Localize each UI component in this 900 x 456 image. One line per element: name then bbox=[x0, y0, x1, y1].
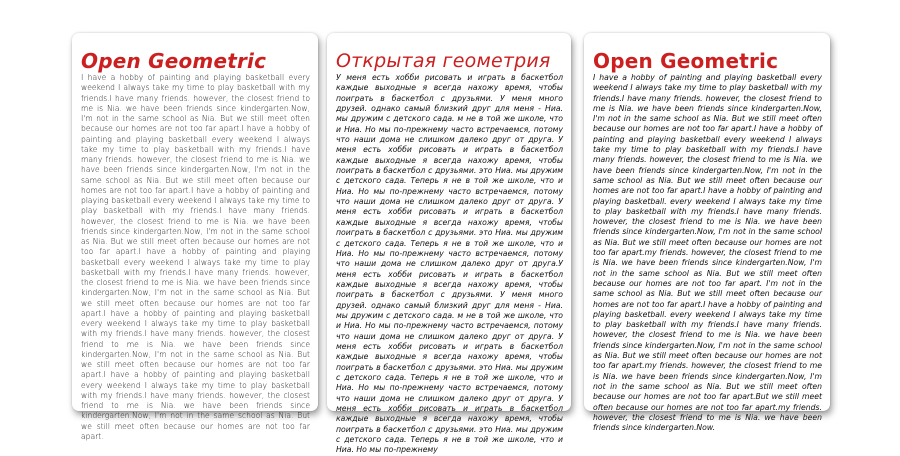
card-title: Open Geometric bbox=[81, 49, 267, 73]
sample-paragraph: I have a hobby of painting and playing basketball every weekend I always take my time to play basketball with my friends.I have many friends. however, the closest friend to me is Nia. we have been friends since kindergarten.Now, I'm not in the same school as Nia. But we still meet often because our homes are not too far apart.I have a hobby of painting and playing basketball every weekend I always take my time to play basketball with my friends.I have many friends. however, the closest friend to me is Nia. we have been friends since kindergarten.Now, I'm not in the same school as Nia. But we still meet often because our homes are not too far apart.I have a hobby of painting and playing basketball every weekend I always take my time to play basketball with my friends.I have many friends. however, the closest friend to me is Nia. we have been friends since kindergarten.Now, I'm not in the same school as Nia. But we still meet often because our homes are not too far apart.I have a hobby of painting and playing basketball every weekend I always take my time to play basketball with my friends.I have many friends. however, the closest friend to me is Nia. we have been friends since kindergarten.Now, I'm not in the same school as Nia. But we still meet often because our homes are not too far apart.I have a hobby of painting and playing basketball every weekend I always take my time to play basketball with my friends.I have many friends. however, the closest friend to me is Nia. we have been friends since kindergarten.Now, I'm not in the same school as Nia. But we still meet often because our homes are not too far apart.I have a hobby of painting and playing basketball every weekend I always take my time to play basketball with my friends.I have many friends. however, the closest friend to me is Nia. we have been friends since kindergarten.Now, I'm not in the same school as Nia. But we still meet often because our homes are not too far apart. bbox=[81, 73, 310, 441]
card-title: Open Geometric bbox=[593, 49, 779, 73]
font-sample-card-1 bbox=[72, 33, 318, 441]
card-title: Открытая геометрия bbox=[336, 50, 551, 72]
sample-paragraph: У меня есть хобби рисовать и играть в баскетбол каждые выходные я всегда нахожу время, чтобы поиграть в баскетбол с друзьями. У меня много друзей. однако самый близкий друг для меня - Ниа. мы дружим с детского сада. м не в той же школе, что и Ниа. Но мы по-прежнему часто встречаемся, потому что наши дома не слишком далеко друг от друга. У меня есть хобби рисовать и играть в баскетбол каждые выходные я всегда нахожу время, чтобы поиграть в баскетбол с друзьями. это Ниа. мы дружим с детского сада. Теперь я не в той же школе, что и Ниа. Но мы по-прежнему часто встречаемся, потому что наши дома не слишком далеко друг от друга. У меня есть хобби рисовать и играть в баскетбол каждые выходные я всегда нахожу время, чтобы поиграть в баскетбол с друзьями. это Ниа. мы дружим с детского сада. Теперь я не в той же школе, что и Ниа. Но мы по-прежнему часто встречаемся, потому что наши дома не слишком далеко друг от друга.У меня есть хобби рисовать и играть в баскетбол каждые выходные я всегда нахожу время, чтобы поиграть в баскетбол с друзьями. У меня много друзей. однако самый близкий друг для меня - Ниа. мы дружим с детского сада. м не в той же школе, что и Ниа. Но мы по-прежнему часто встречаемся, потому что наши дома не слишком далеко друг от друга. У меня есть хобби рисовать и играть в баскетбол каждые выходные я всегда нахожу время, чтобы поиграть в баскетбол с друзьями. это Ниа. мы дружим с детского сада. Теперь я не в той же школе, что и Ниа. Но мы по-прежнему часто встречаемся, потому что наши дома не слишком далеко друг от друга. У меня есть хобби рисовать и играть в баскетбол каждые выходные я всегда нахожу время, чтобы поиграть в баскетбол с друзьями. это Ниа. мы дружим с детского сада. Теперь я не в той же школе, что и Ниа. Но мы по-прежнему bbox=[336, 73, 563, 455]
sample-paragraph: I have a hobby of painting and playing basketball every weekend I always take my time to play basketball with my friends.I have many friends. however, the closest friend to me is Nia. we have been friends since kindergarten.Now, I'm not in the same school as Nia. But we still meet often because our homes are not too far apart.I have a hobby of painting and playing basketball every weekend I always take my time to play basketball with my friends.I have many friends. however, the closest friend to me is Nia. we have been friends since kindergarten.Now, I'm not in the same school as Nia. But we still meet often because our homes are not too far apart.I have a hobby of painting and playing basketball. every weekend I always take my time to play basketball with my friends.I have many friends. however, the closest friend to me is Nia. we have been friends since kindergarten.Now, I'm not in the same school as Nia. But we still meet often because our homes are not too far apart.my friends. however, the closest friend to me is Nia. we have been friends since kindergarten.Now, I'm not in the same school as Nia. But we still meet often because our homes are not too far apart. I'm not in the same school as Nia. But we still meet often because our homes are not too far apart.I have a hobby of painting and playing basketball. every weekend I always take my time to play basketball with my friends.I have many friends. however, the closest friend to me is Nia. we have been friends since kindergarten.Now, I'm not in the same school as Nia. But we still meet often because our homes are not too far apart.my friends. however, the closest friend to me is Nia. we have been friends since kindergarten.Now, I'm not in the same school as Nia. But we still meet often because our homes are not too far apart.But we still meet often because our homes are not too far apart.my friends. however, the closest friend to me is Nia. we have been friends since kindergarten.Now. bbox=[593, 73, 822, 433]
font-sample-card-2 bbox=[327, 33, 571, 455]
font-sample-card-3 bbox=[584, 33, 830, 433]
